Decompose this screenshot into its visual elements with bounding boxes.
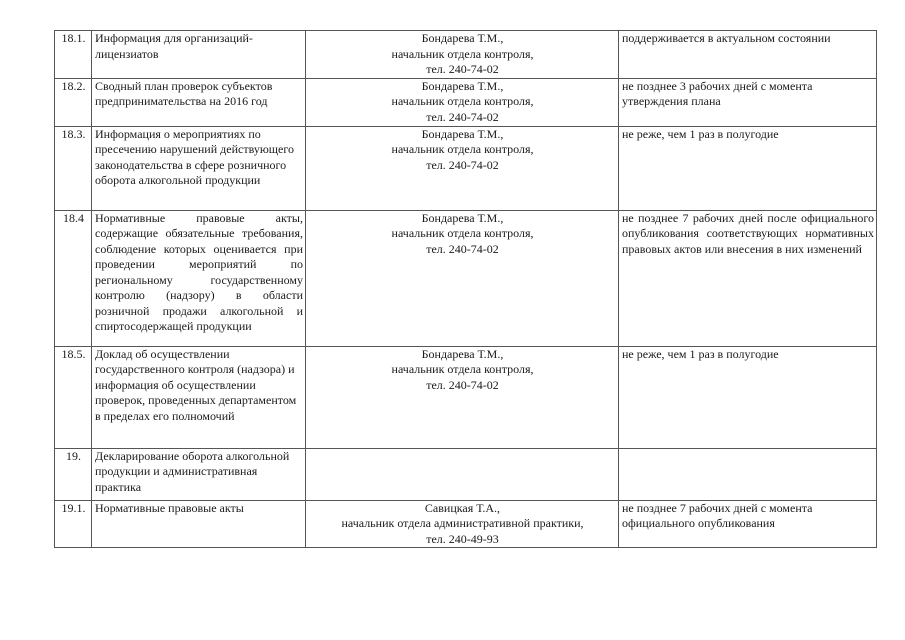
responsible-person: Бондарева Т.М., начальник отдела контроля, тел. 240-74-02 — [306, 31, 619, 79]
responsible-person — [306, 448, 619, 500]
responsible-person: Савицкая Т.А., начальник отдела административной практики, тел. 240-49-93 — [306, 500, 619, 548]
update-term: не реже, чем 1 раз в полугодие — [619, 126, 877, 210]
row-number: 19. — [55, 448, 92, 500]
responsible-person: Бондарева Т.М., начальник отдела контроля, тел. 240-74-02 — [306, 210, 619, 346]
table-row — [55, 210, 877, 346]
update-term: не позднее 3 рабочих дней с момента утверждения плана — [619, 78, 877, 126]
info-name: Доклад об осуществлении государственного контроля (надзора) и информация об осуществлении проверок, проведенных департаментом в пределах его полномочий — [92, 346, 306, 448]
table-row — [55, 500, 877, 548]
update-term: не реже, чем 1 раз в полугодие — [619, 346, 877, 448]
table-row — [55, 126, 877, 210]
responsible-person: Бондарева Т.М., начальник отдела контроля, тел. 240-74-02 — [306, 78, 619, 126]
responsible-person: Бондарева Т.М., начальник отдела контроля, тел. 240-74-02 — [306, 126, 619, 210]
row-number: 18.3. — [55, 126, 92, 210]
info-name: Информация о мероприятиях по пресечению нарушений действующего законодательства в сфере розничного оборота алкогольной продукции — [92, 126, 306, 210]
table-row — [55, 448, 877, 500]
table-row — [55, 78, 877, 126]
update-term: не позднее 7 рабочих дней после официального опубликования соответствующих нормативных правовых актов или внесения в них изменений — [619, 210, 877, 346]
update-term — [619, 448, 877, 500]
table-row — [55, 346, 877, 448]
info-name: Информация для организаций-лицензиатов — [92, 31, 306, 79]
info-name: Сводный план проверок субъектов предпринимательства на 2016 год — [92, 78, 306, 126]
row-number: 18.5. — [55, 346, 92, 448]
section-heading: Декларирование оборота алкогольной продукции и административная практика — [92, 448, 306, 500]
info-name: Нормативные правовые акты, содержащие обязательные требования, соблюдение которых оценивается при проведении мероприятий по региональному государственному контролю (надзору) в области розничной продажи алкогольной и спиртосодержащей продукции — [92, 210, 306, 346]
update-term: не позднее 7 рабочих дней с момента официального опубликования — [619, 500, 877, 548]
row-number: 18.4 — [55, 210, 92, 346]
row-number: 19.1. — [55, 500, 92, 548]
table-row — [55, 31, 877, 79]
row-number: 18.2. — [55, 78, 92, 126]
update-term: поддерживается в актуальном состоянии — [619, 31, 877, 79]
row-number: 18.1. — [55, 31, 92, 79]
responsible-person: Бондарева Т.М., начальник отдела контроля, тел. 240-74-02 — [306, 346, 619, 448]
info-name: Нормативные правовые акты — [92, 500, 306, 548]
publication-table — [54, 30, 877, 548]
